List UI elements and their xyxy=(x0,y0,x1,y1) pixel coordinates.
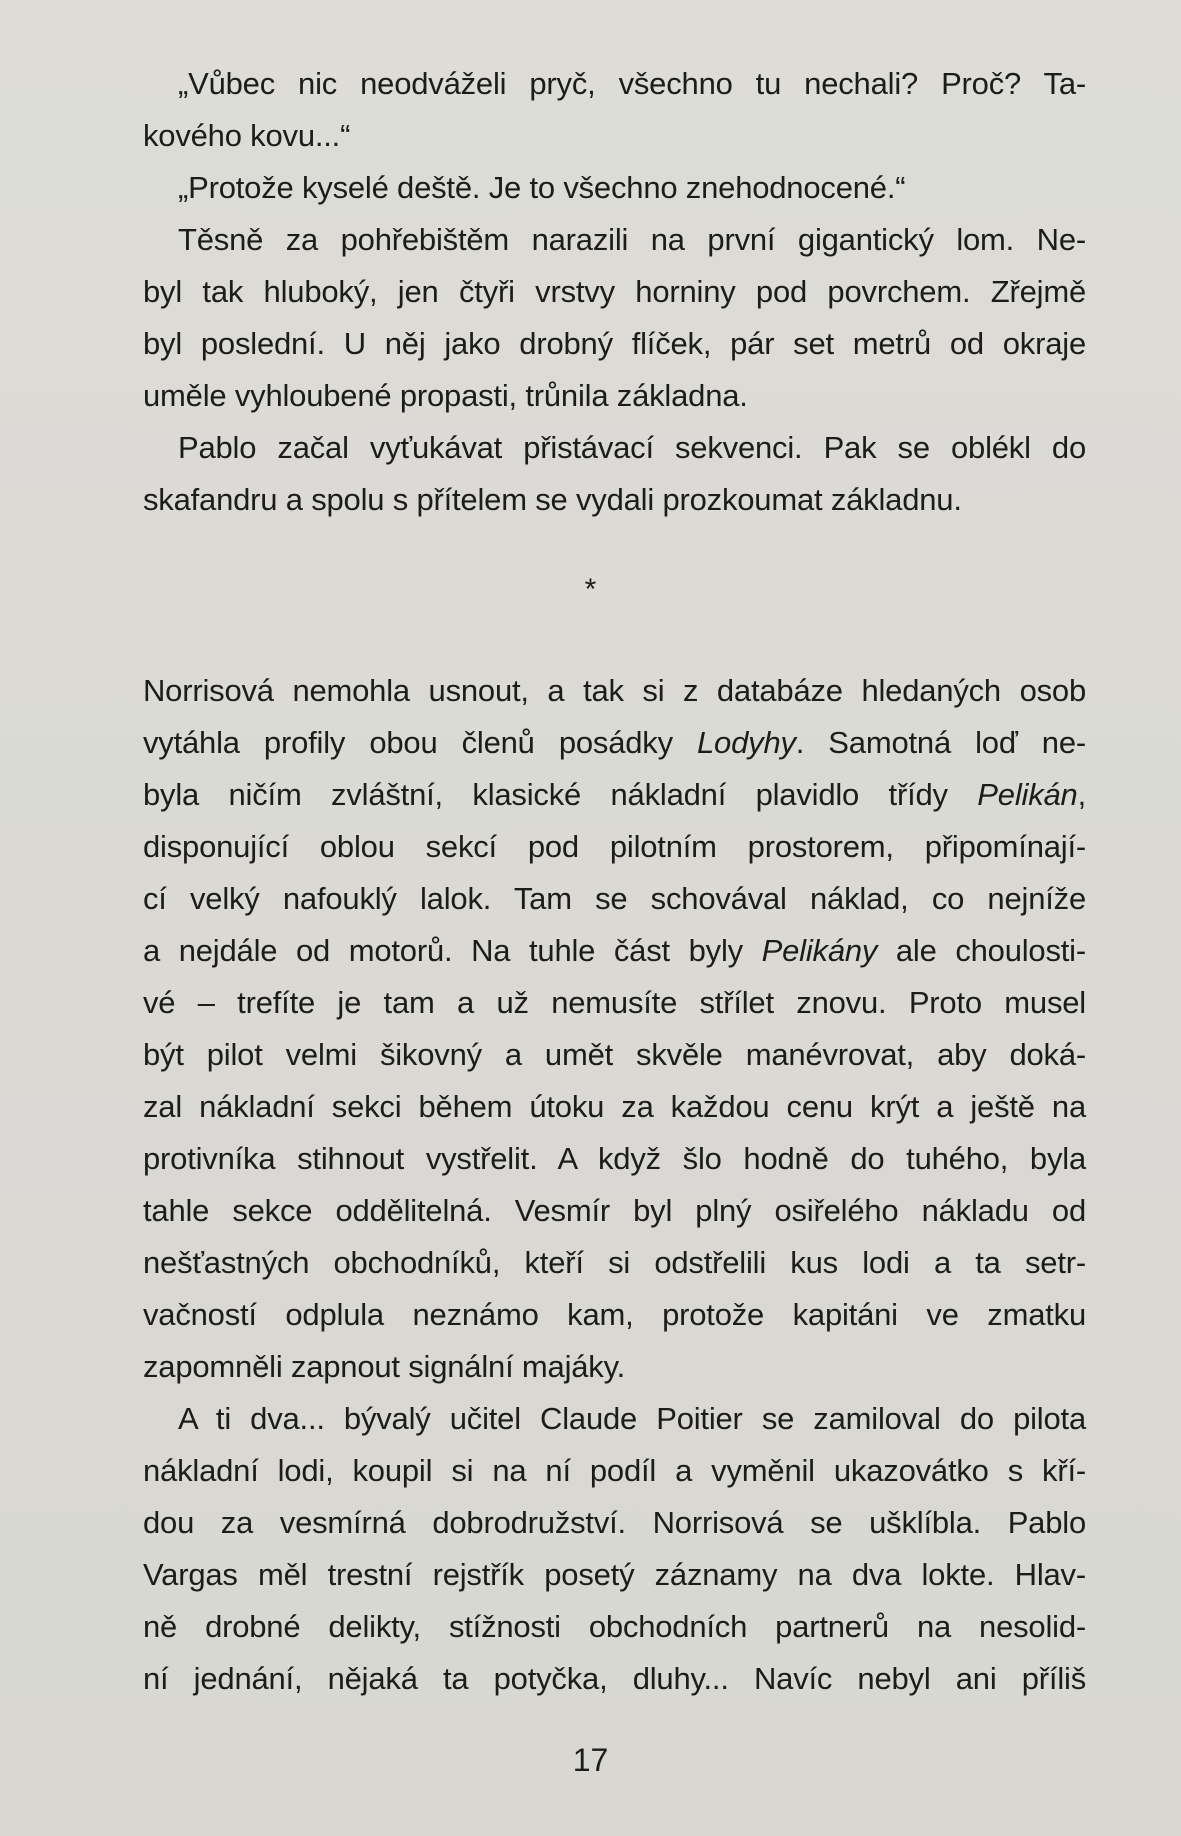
text-line: zal nákladní sekci během útoku za každou cenu krýt a ještě na xyxy=(143,1089,1086,1124)
paragraph xyxy=(143,665,1086,1393)
text-line: skafandru a spolu s přítelem se vydali prozkoumat základnu. xyxy=(143,482,962,517)
text-line: vytáhla profily obou členů posádky Lodyhy. Samotná loď ne- xyxy=(143,725,1086,760)
text-line: Norrisová nemohla usnout, a tak si z databáze hledaných osob xyxy=(143,673,1086,708)
text-line: byl poslední. U něj jako drobný flíček, pár set metrů od okraje xyxy=(143,326,1086,361)
text-line: kového kovu...“ xyxy=(143,118,351,153)
text-line: protivníka stihnout vystřelit. A když šlo hodně do tuhého, byla xyxy=(143,1141,1086,1176)
text-line: byla ničím zvláštní, klasické nákladní plavidlo třídy Pelikán, xyxy=(143,777,1086,812)
paragraph xyxy=(143,162,1086,214)
page-number: 17 xyxy=(572,1742,609,1778)
text-line: Těsně za pohřebištěm narazili na první gigantický lom. Ne- xyxy=(178,222,1086,257)
text-line: Vargas měl trestní rejstřík posetý záznamy na dva lokte. Hlav- xyxy=(143,1557,1086,1592)
text-line: „Protože kyselé deště. Je to všechno znehodnocené.“ xyxy=(178,170,906,205)
text-line: být pilot velmi šikovný a umět skvěle manévrovat, aby doká- xyxy=(143,1037,1086,1072)
text-block-top xyxy=(143,58,1086,526)
section-separator: * xyxy=(584,573,597,606)
text-line: Pablo začal vyťukávat přistávací sekvenci. Pak se oblékl do xyxy=(178,430,1086,465)
text-line: A ti dva... bývalý učitel Claude Poitier se zamiloval do pilota xyxy=(178,1401,1086,1436)
paragraph xyxy=(143,214,1086,422)
text-line: nákladní lodi, koupil si na ní podíl a vyměnil ukazovátko s kří- xyxy=(143,1453,1086,1488)
text-line: a nejdále od motorů. Na tuhle část byly Pelikány ale choulosti- xyxy=(143,933,1086,968)
text-line: ní jednání, nějaká ta potyčka, dluhy... Navíc nebyl ani příliš xyxy=(143,1661,1086,1696)
text-line: „Vůbec nic neodváželi pryč, všechno tu nechali? Proč? Ta- xyxy=(178,66,1086,101)
text-line: disponující oblou sekcí pod pilotním prostorem, připomínají- xyxy=(143,829,1086,864)
text-line: tahle sekce oddělitelná. Vesmír byl plný osiřelého nákladu od xyxy=(143,1193,1086,1228)
text-line: dou za vesmírná dobrodružství. Norrisová se ušklíbla. Pablo xyxy=(143,1505,1086,1540)
text-block-bottom xyxy=(143,665,1086,1705)
paragraph xyxy=(143,58,1086,162)
text-line: cí velký nafouklý lalok. Tam se schovával náklad, co nejníže xyxy=(143,881,1086,916)
text-line: byl tak hluboký, jen čtyři vrstvy horniny pod povrchem. Zřejmě xyxy=(143,274,1086,309)
text-line: vačností odplula neznámo kam, protože kapitáni ve zmatku xyxy=(143,1297,1086,1332)
text-line: nešťastných obchodníků, kteří si odstřelili kus lodi a ta setr- xyxy=(143,1245,1086,1280)
text-line: zapomněli zapnout signální majáky. xyxy=(143,1349,626,1384)
text-line: vé – trefíte je tam a už nemusíte střílet znovu. Proto musel xyxy=(143,985,1086,1020)
paragraph xyxy=(143,1393,1086,1705)
text-line: ně drobné delikty, stížnosti obchodních partnerů na nesolid- xyxy=(143,1609,1086,1644)
paragraph xyxy=(143,422,1086,526)
text-line: uměle vyhloubené propasti, trůnila základna. xyxy=(143,378,748,413)
